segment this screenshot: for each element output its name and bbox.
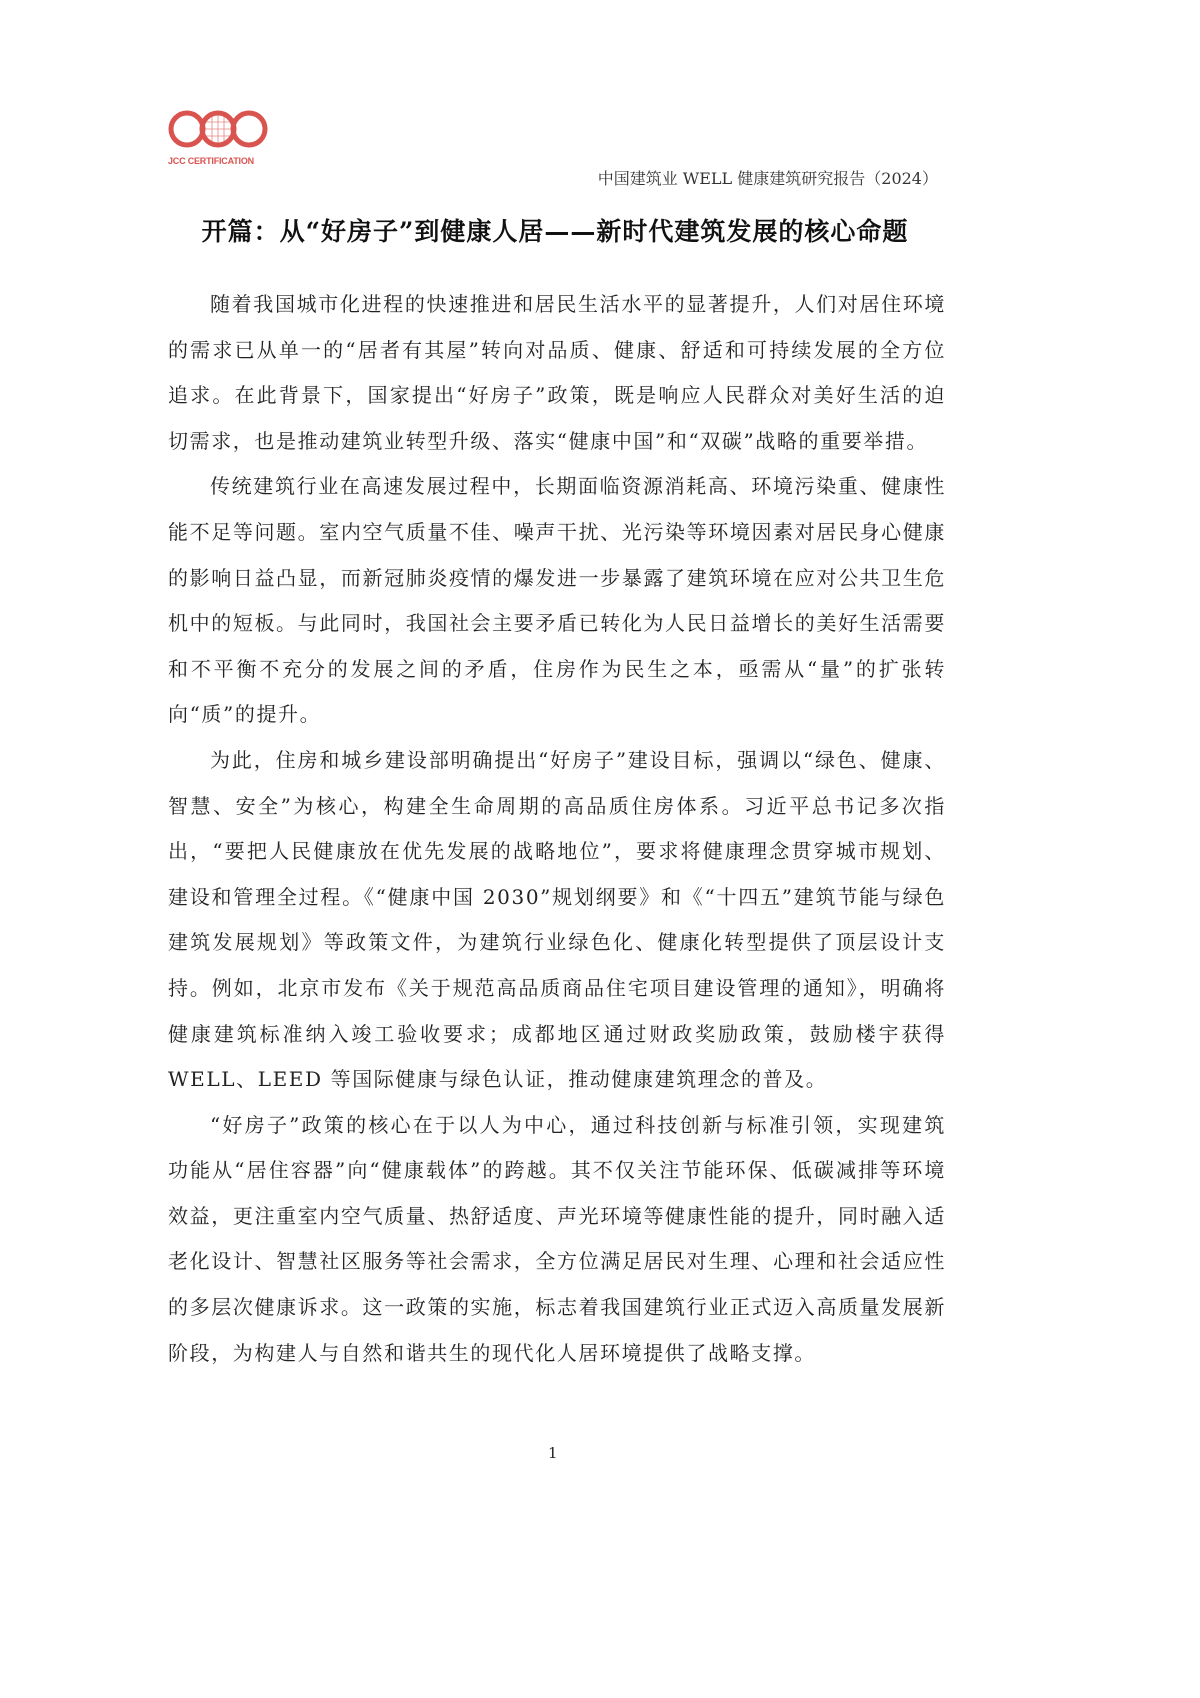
paragraph: “好房子”政策的核心在于以人为中心，通过科技创新与标准引领，实现建筑功能从“居住容器”向“健康载体”的跨越。其不仅关注节能环保、低碳减排等环境效益，更注重室内空气质量、热舒适度、声光环境等健康性能的提升，同时融入适老化设计、智慧社区服务等社会需求，全方位满足居民对生理、心理和社会适应性的多层次健康诉求。这一政策的实施，标志着我国建筑行业正式迈入高质量发展新阶段，为构建人与自然和谐共生的现代化人居环境提供了战略支撑。 — [168, 1112, 946, 1365]
paragraph: 传统建筑行业在高速发展过程中，长期面临资源消耗高、环境污染重、健康性能不足等问题。室内空气质量不佳、噪声干扰、光污染等环境因素对居民身心健康的影响日益凸显，而新冠肺炎疫情的爆发进一步暴露了建筑环境在应对公共卫生危机中的短板。与此同时，我国社会主要矛盾已转化为人民日益增长的美好生活需要和不平衡不充分的发展之间的矛盾，住房作为民生之本，亟需从“量”的扩张转向“质”的提升。 — [168, 474, 946, 727]
section-title: 开篇：从“好房子”到健康人居——新时代建筑发展的核心命题 — [201, 217, 909, 246]
logo-rings-icon — [168, 108, 268, 150]
body-text — [168, 282, 946, 1376]
running-header: 中国建筑业 WELL 健康建筑研究报告（2024） — [597, 169, 938, 188]
jcc-logo — [168, 108, 268, 166]
logo-text: JCC CERTIFICATION — [168, 156, 254, 166]
page-number: 1 — [548, 1444, 558, 1462]
paragraph: 随着我国城市化进程的快速推进和居民生活水平的显著提升，人们对居住环境的需求已从单一的“居者有其屋”转向对品质、健康、舒适和可持续发展的全方位追求。在此背景下，国家提出“好房子”政策，既是响应人民群众对美好生活的迫切需求，也是推动建筑业转型升级、落实“健康中国”和“双碳”战略的重要举措。 — [168, 292, 946, 453]
paragraph: 为此，住房和城乡建设部明确提出“好房子”建设目标，强调以“绿色、健康、智慧、安全”为核心，构建全生命周期的高品质住房体系。习近平总书记多次指出，“要把人民健康放在优先发展的战略地位”，要求将健康理念贯穿城市规划、建设和管理全过程。《“健康中国 2030”规划纲要》和《“十四五”建筑节能与绿色建筑发展规划》等政策文件，为建筑行业绿色化、健康化转型提供了顶层设计支持。例如，北京市发布《关于规范高品质商品住宅项目建设管理的通知》，明确将健康建筑标准纳入竣工验收要求；成都地区通过财政奖励政策，鼓励楼宇获得 WELL、LEED 等国际健康与绿色认证，推动健康建筑理念的普及。 — [168, 747, 946, 1092]
